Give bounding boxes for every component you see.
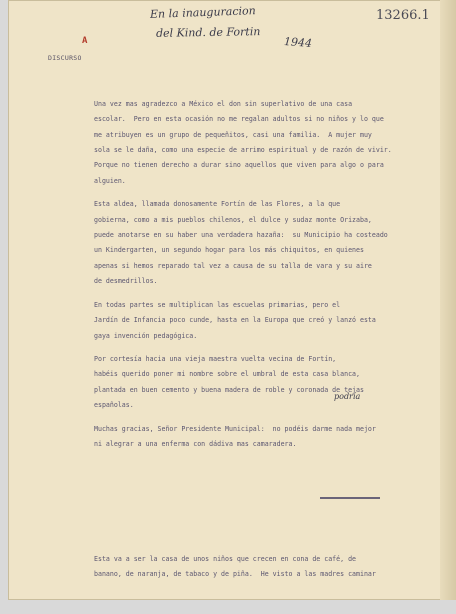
separator-line [320,497,380,499]
text-line: Porque no tienen derecho a durar sino aquellos que viven para algo o para [94,161,384,170]
text-line: españolas. [94,401,134,410]
document-page [8,0,448,600]
text-line: alguien. [94,176,126,185]
page-edge [440,0,456,600]
paragraph [94,197,424,289]
text-line: escolar. Pero en esta ocasión no me regalan adultos si no niños y lo que [94,115,384,124]
text-line: gobierna, como a mis pueblos chilenos, el dulce y sudaz monte Orizaba, [94,215,372,224]
handwritten-annotation: En la inauguracion [149,4,256,21]
text-line: habéis querido poner mi nombre sobre el umbral de esta casa blanca, [94,370,360,379]
text-line: Por cortesía hacia una vieja maestra vuelta vecina de Fortín, [94,354,337,363]
text-line: Muchas gracias, Señor Presidente Municipal: no podéis darme nada mejor [94,424,376,433]
paragraph [94,97,424,189]
text-line: ni alegrar a una enferma con dádiva mas camaradera. [94,439,297,448]
text-line: sola se le daña, como una especie de arrimo espiritual y de razón de vivir. [94,146,392,155]
text-line: Esta va a ser la casa de unos niños que crecen en cona de café, de [94,554,357,563]
text-line: plantada en buen cemento y buena madera de roble y coronada de tejas [94,385,364,394]
red-mark: A [82,36,88,46]
text-line: En todas partes se multiplican las escuelas primarias, pero el [94,300,341,309]
paragraph [94,298,424,344]
text-line: Jardín de Infancia poco cunde, hasta en la Europa que creó y lanzó esta [94,316,376,325]
page-heading: DISCURSO [48,54,82,62]
text-line: me atribuyen es un grupo de pequeñitos, casi una familia. A mujer muy [94,130,372,139]
interlinear-correction: podría [334,392,361,401]
paragraph [94,422,424,453]
text-line: Una vez mas agradezco a México el don sin superlativo de una casa [94,99,353,108]
text-line: Esta aldea, llamada donosamente Fortín de las Flores, a la que [94,200,341,209]
handwritten-year: 1944 [283,35,313,50]
text-line: de desmedrillos. [94,277,158,286]
archive-number: 13266.1 [376,8,430,23]
text-line: banano, de naranja, de tabaco y de piña. He visto a las madres caminar [94,570,376,579]
text-line: gaya invención pedagógica. [94,331,198,340]
handwritten-annotation: del Kind. de Fortin [155,25,261,40]
typed-text [94,66,424,614]
paragraph [94,352,424,414]
text-line: apenas si hemos reparado tal vez a causa de su talla de vara y su aire [94,261,372,270]
text-line: puede anotarse en su haber una verdadera hazaña: su Municipio ha costeado [94,231,388,240]
text-line: un Kindergarten, un segundo hogar para los más chiquitos, en quienes [94,246,364,255]
